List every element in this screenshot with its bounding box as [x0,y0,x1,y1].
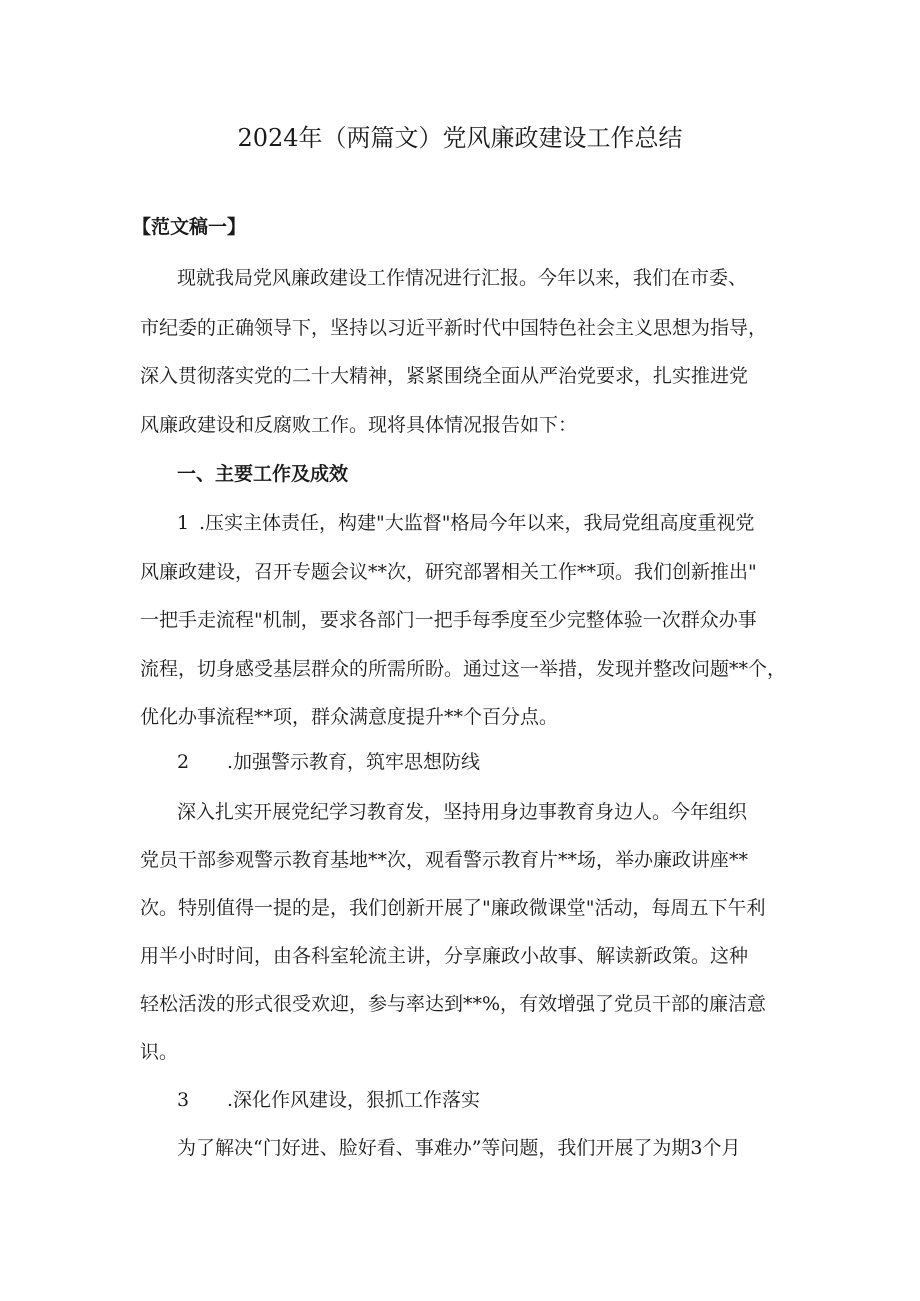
item-text-line: 为了解决“门好进、脸好看、事难办”等问题，我们开展了为期3个月 [177,1137,741,1159]
item-text-line: 一把手走流程"机制，要求各部门一把手每季度至少完整体验一次群众办事 [140,609,757,631]
section-heading: 一、主要工作及成效 [177,463,349,485]
document-title: 2024年（两篇文）党风廉政建设工作总结 [237,124,683,152]
item-text-line: .压实主体责任，构建"大监督"格局今年以来，我局党组高度重视党 [199,512,755,534]
intro-line: 风廉政建设和反腐败工作。现将具体情况报告如下： [140,414,578,436]
item-text-line: 风廉政建设，召开专题会议**次，研究部署相关工作**项。我们创新推出" [140,561,757,583]
item-text-line: 党员干部参观警示教育基地**次，观看警示教育片**场，举办廉政讲座** [140,849,749,871]
intro-line: 深入贯彻落实党的二十大精神，紧紧围绕全面从严治党要求，扎实推进党 [140,365,749,387]
item-number: 2 [177,751,190,773]
section-label: 【范文稿一】 [132,216,247,238]
item-number: 3 [177,1089,190,1111]
item-text-line: 流程，切身感受基层群众的所需所盼。通过这一举措，发现并整改问题**个， [140,658,787,680]
item-heading: .加强警示教育，筑牢思想防线 [227,751,481,773]
item-number: 1 [177,512,190,534]
item-heading: .深化作风建设，狠抓工作落实 [227,1089,481,1111]
item-text-line: 优化办事流程**项，群众满意度提升**个百分点。 [140,706,559,728]
item-text-line: 轻松活泼的形式很受欢迎，参与率达到**%，有效增强了党员干部的廉洁意 [140,993,767,1015]
item-text-line: 用半小时时间，由各科室轮流主讲，分享廉政小故事、解读新政策。这种 [140,945,749,967]
intro-line: 市纪委的正确领导下，坚持以习近平新时代中国特色社会主义思想为指导， [140,317,768,339]
item-text-line: 识。 [140,1041,179,1063]
item-text-line: 深入扎实开展党纪学习教育发，坚持用身边事教育身边人。今年组织 [177,801,748,823]
intro-line: 现就我局党风廉政建设工作情况进行汇报。今年以来，我们在市委、 [177,267,748,289]
item-text-line: 次。特别值得一提的是，我们创新开展了"廉政微课堂"活动，每周五下午利 [140,897,766,919]
